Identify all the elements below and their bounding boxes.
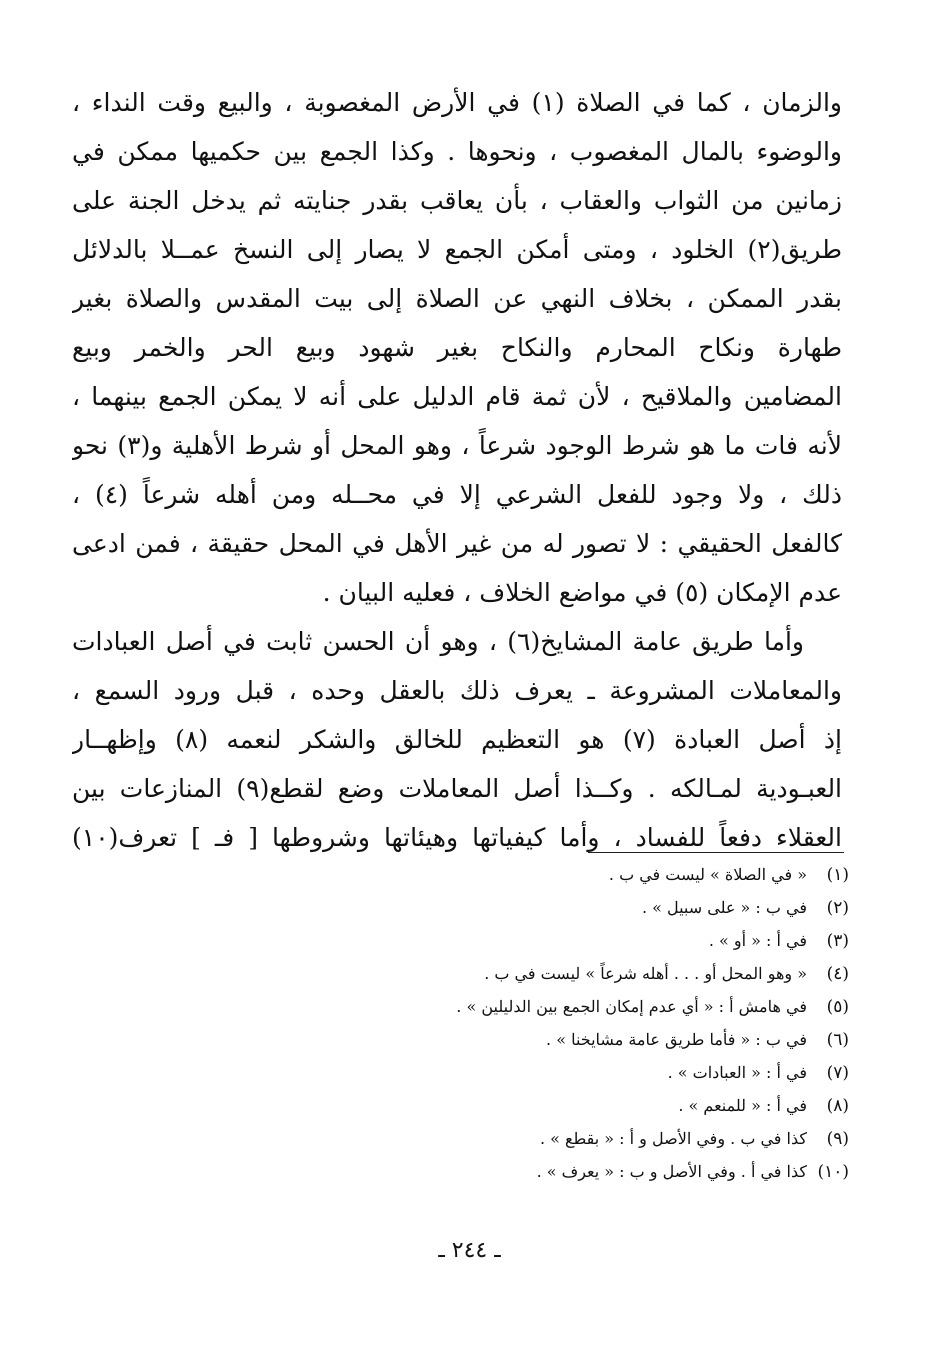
footnote <box>249 1089 849 1122</box>
footnote <box>249 990 849 1023</box>
text-line: ذلك ، ولا وجود للفعل الشرعي إلا في محــله ومن أهله شرعاً (٤) ، <box>72 480 842 509</box>
text-line: إذ أصل العبادة (٧) هو التعظيم للخالق والشكر لنعمه (٨) وإظهــار <box>72 725 842 754</box>
main-text-block <box>72 78 842 862</box>
footnote <box>249 1122 849 1155</box>
footnote-divider <box>588 852 844 853</box>
footnote-number: (٧) <box>826 1063 849 1083</box>
text-line: المضامين والملاقيح ، لأن ثمة قام الدليل على أنه لا يمكن الجمع بينهما ، <box>72 382 842 411</box>
text-line: زمانين من الثواب والعقاب ، بأن يعاقب بقدر جنايته ثم يدخل الجنة على <box>72 186 842 215</box>
footnote-text: « وهو المحل أو . . . أهله شرعاً » ليست في ب . <box>484 964 807 983</box>
text-line: عدم الإمكان (٥) في مواضع الخلاف ، فعليه البيان . <box>322 578 842 607</box>
footnote-number: (٩) <box>826 1129 849 1149</box>
text-line: بقدر الممكن ، بخلاف النهي عن الصلاة إلى بيت المقدس والصلاة بغير <box>72 284 842 313</box>
footnote-number: (٥) <box>826 997 849 1017</box>
footnote-number: (٦) <box>826 1030 849 1050</box>
text-line: العبـودية لمـالكه . وكــذا أصل المعاملات وضع لقطع(٩) المنازعات بين <box>72 774 842 803</box>
paragraph-start-line: وأما طريق عامة المشايخ(٦) ، وهو أن الحسن ثابت في أصل العبادات <box>72 627 804 656</box>
page-number: ـ ٢٤٤ ـ <box>438 1238 501 1263</box>
footnote-text: كذا في أ . وفي الأصل و ب : « يعرف » . <box>536 1162 807 1181</box>
footnote-text: في أ : « للمنعم » . <box>678 1096 807 1115</box>
footnote-number: (١) <box>826 865 849 885</box>
footnote-text: في هامش أ : « أي عدم إمكان الجمع بين الدليلين » . <box>456 997 807 1016</box>
footnote-text: في أ : « العبادات » . <box>667 1063 807 1082</box>
footnote-text: في أ : « أو » . <box>708 931 807 950</box>
footnote-text: كذا في ب . وفي الأصل و أ : « بقطع » . <box>539 1129 807 1148</box>
text-line: كالفعل الحقيقي : لا تصور له من غير الأهل في المحل حقيقة ، فمن ادعى <box>72 529 842 558</box>
footnote <box>249 1056 849 1089</box>
footnote-number: (٣) <box>826 931 849 951</box>
text-line: طريق(٢) الخلود ، ومتى أمكن الجمع لا يصار إلى النسخ عمــلا بالدلائل <box>72 235 842 264</box>
footnote-text: « في الصلاة » ليست في ب . <box>608 865 807 884</box>
text-line: والمعاملات المشروعة ـ يعرف ذلك بالعقل وحده ، قبل ورود السمع ، <box>72 676 842 705</box>
footnote-number: (٤) <box>826 964 849 984</box>
text-line: العقلاء دفعاً للفساد ، وأما كيفياتها وهيئاتها وشروطها [ فـ ] تعرف(١٠) <box>72 823 842 852</box>
footnotes-block <box>249 858 849 1188</box>
text-line: والوضوء بالمال المغصوب ، ونحوها . وكذا الجمع بين حكميها ممكن في <box>72 137 842 166</box>
footnote-text: في ب : « على سبيل » . <box>641 898 807 917</box>
footnote <box>249 1155 849 1188</box>
footnote <box>249 891 849 924</box>
footnote-number: (٨) <box>826 1096 849 1116</box>
text-line: طهارة ونكاح المحارم والنكاح بغير شهود وبيع الحر والخمر وبيع <box>72 333 842 362</box>
footnote <box>249 957 849 990</box>
footnote <box>249 1023 849 1056</box>
text-line: لأنه فات ما هو شرط الوجود شرعاً ، وهو المحل أو شرط الأهلية و(٣) نحو <box>72 431 842 460</box>
footnote-text: في ب : « فأما طريق عامة مشايخنا » . <box>546 1030 807 1049</box>
text-line: والزمان ، كما في الصلاة (١) في الأرض المغصوبة ، والبيع وقت النداء ، <box>72 88 842 117</box>
footnote-number: (٢) <box>826 898 849 918</box>
footnote-number: (١٠) <box>817 1162 849 1182</box>
footnote <box>249 858 849 891</box>
footnote <box>249 924 849 957</box>
